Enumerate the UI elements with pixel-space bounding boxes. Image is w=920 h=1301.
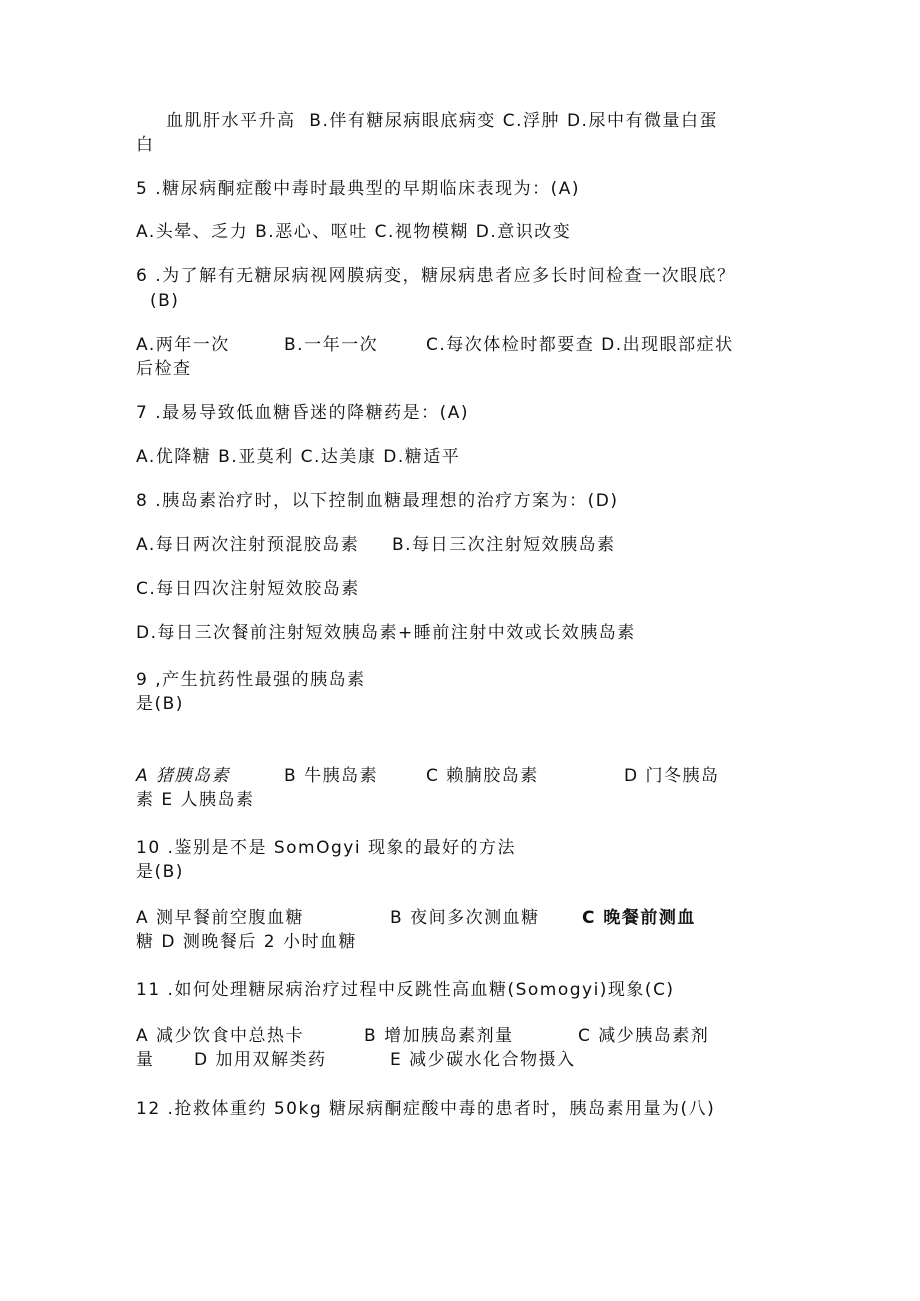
q10-options-tail: 糖 D 测晚餐后 2 小时血糖	[136, 932, 358, 952]
q5-stem: 5 .糖尿病酮症酸中毒时最典型的早期临床表现为：(A)	[136, 179, 581, 199]
q10-stem: 10 .鉴别是不是 SomOgyi 现象的最好的方法	[136, 838, 516, 858]
q10-option-b: B 夜间多次测血糖	[390, 908, 540, 928]
q9-option-a: A 猪胰岛素	[136, 766, 231, 786]
q10-answer: 是(B)	[136, 862, 184, 882]
q10-option-c: C 晚餐前测血	[582, 908, 696, 928]
q9-answer: 是(B)	[136, 694, 184, 714]
q9-option-b: B 牛胰岛素	[284, 766, 379, 786]
q9-options	[136, 764, 836, 788]
q9-option-c: C 赖腩胶岛素	[426, 766, 539, 786]
q8-stem: 8 .胰岛素治疗时，以下控制血糖最理想的治疗方案为：(D)	[136, 491, 619, 511]
q9-stem: 9 ,产生抗药性最强的胰岛素	[136, 670, 366, 690]
q7-options: A.优降糖 B.亚莫利 C.达美康 D.糖适平	[136, 447, 461, 467]
q6-options-tail: 后检查	[136, 359, 192, 379]
q6-option-b: B.一年一次	[284, 335, 379, 355]
q11-option-a: A 减少饮食中总热卡	[136, 1026, 305, 1046]
q11-option-b: B 增加胰岛素剂量	[364, 1026, 514, 1046]
q6-option-cd: C.每次体检时都要查 D.出现眼部症状	[426, 335, 734, 355]
q6-options	[136, 333, 836, 357]
q4-options-tail: 白	[136, 135, 155, 155]
q8-option-c: C.每日四次注射短效胶岛素	[136, 579, 360, 599]
q11-option-d: D 加用双解类药	[194, 1050, 327, 1070]
q12-stem: 12 .抢救体重约 50kg 糖尿病酮症酸中毒的患者时，胰岛素用量为(八)	[136, 1099, 716, 1119]
q5-options: A.头晕、乏力 B.恶心、呕吐 C.视物模糊 D.意识改变	[136, 222, 572, 242]
q6-answer: (B)	[150, 291, 180, 311]
q9-options-tail: 素 E 人胰岛素	[136, 790, 255, 810]
q8-option-d: D.每日三次餐前注射短效胰岛素+睡前注射中效或长效胰岛素	[136, 623, 636, 643]
q8-options-ab	[136, 533, 836, 557]
q11-options	[136, 1024, 836, 1048]
q8-option-a: A.每日两次注射预混胶岛素	[136, 535, 360, 555]
q11-options-row2	[136, 1048, 836, 1072]
q4-options-line: 血肌肝水平升高 B.伴有糖尿病眼底病变 C.浮肿 D.尿中有微量白蛋	[166, 111, 718, 131]
q11-option-e: E 减少碳水化合物摄入	[390, 1050, 576, 1070]
q9-option-d: D 门冬胰岛	[624, 766, 720, 786]
q11-option-c-tail: 量	[136, 1050, 155, 1070]
q11-option-c: C 减少胰岛素剂	[578, 1026, 710, 1046]
q6-option-a: A.两年一次	[136, 335, 230, 355]
q8-option-b: B.每日三次注射短效胰岛素	[392, 535, 616, 555]
q6-stem: 6 .为了解有无糖尿病视网膜病变，糖尿病患者应多长时间检查一次眼底？	[136, 266, 736, 286]
q7-stem: 7 .最易导致低血糖昏迷的降糖药是：(A)	[136, 403, 470, 423]
q11-stem: 11 .如何处理糖尿病治疗过程中反跳性高血糖(Somogyi)现象(C)	[136, 980, 675, 1000]
q10-option-a: A 测早餐前空腹血糖	[136, 908, 305, 928]
q10-options	[136, 906, 836, 930]
